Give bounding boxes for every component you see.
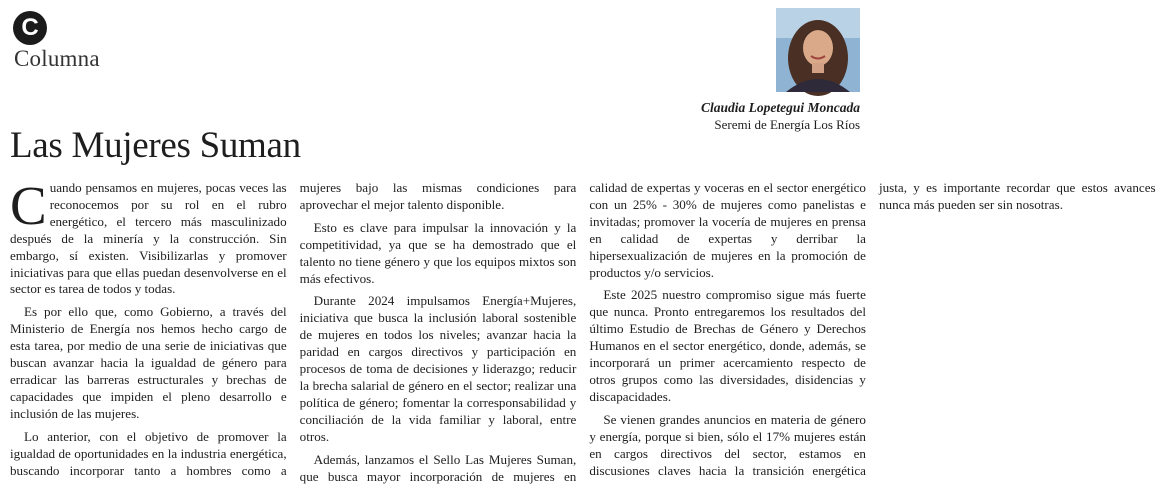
article-paragraph: [10, 175, 287, 298]
article-paragraph: Esto es clave para impulsar la innovación y la competitividad, ya que se ha demostrado que el talento no tiene género y que los equipos mixtos son más efectivos.: [299, 219, 577, 286]
article-paragraph: Este 2025 nuestro compromiso sigue más fuerte que nunca. Pronto entregaremos los resultados del último Estudio de Brechas de Género y Derechos Humanos en el sector energético, donde, además, se incorporará un primer acercamiento respecto de otros grupos como las diversidades, disidencias y discapacidades.: [589, 287, 866, 404]
article-paragraph: Lo anterior, con el objetivo de promover la igualdad de oportunidades en la industria energética, buscando incorporar tanto a hombres como a mujeres bajo las mismas condiciones para aprovechar el mejor talento disponible.: [10, 180, 577, 478]
article-paragraph: Durante 2024 impulsamos Energía+Mujeres, iniciativa que busca la inclusión laboral sostenible de mujeres en todos los niveles; avanzar hacia la paridad en cargos directivos y participación en procesos de toma de decisiones y liderazgo; reducir la brecha salarial de género en el sector; realizar una política de género; fomentar la corresponsabilidad y conciliación de la vida familiar y laboral, entre otros.: [299, 293, 577, 444]
article-paragraph: Es por ello que, como Gobierno, a través del Ministerio de Energía nos hemos hecho cargo de esta tarea, por medio de una serie de iniciativas que buscan avanzar hacia la igualdad de género para erradicar las barreras estructurales y brechas de capacidades que impiden el pleno desarrollo e inclusión de las mujeres.: [10, 304, 287, 421]
author-name: Claudia Lopetegui Moncada: [700, 100, 860, 115]
author-role: Seremi de Energía Los Ríos: [714, 117, 860, 132]
section-label: Columna: [14, 46, 100, 71]
article-paragraph: Se vienen grandes anuncios en materia de género y energía, porque si bien, sólo el 17% mujeres están en cargos directivos del sector, estamos en discusiones claves hacia la transición energética justa, y es importante recordar que estos avances nunca más pueden ser sin nosotras.: [589, 180, 1156, 478]
paragraph-text: uando pensamos en mujeres, pocas veces las reconocemos por su rol en el rubro energético, el tercero más masculinizado después de la minería y la construcción. Sin embargo, sí existen. Visibilizarlas y promover iniciativas para que ellas puedan desenvolverse en el sector es tarea de todos y todas.: [10, 180, 287, 297]
author-portrait-icon: [776, 8, 860, 92]
article-body: [10, 175, 1156, 490]
column-badge-c: C: [13, 11, 47, 45]
drop-cap: C: [10, 175, 47, 236]
article-title: Las Mujeres Suman: [10, 125, 301, 166]
article-paragraph: Además, lanzamos el Sello Las Mujeres Suman, que busca mayor incorporación de mujeres en calidad de expertas y voceras en el sector energético con un 25% - 30% de mujeres como panelistas e invitadas; promover la vocería de mujeres en prensa en calidad de expertas y derribar la hipersexualización de mujeres en la promoción de productos y/o servicios.: [299, 180, 866, 484]
